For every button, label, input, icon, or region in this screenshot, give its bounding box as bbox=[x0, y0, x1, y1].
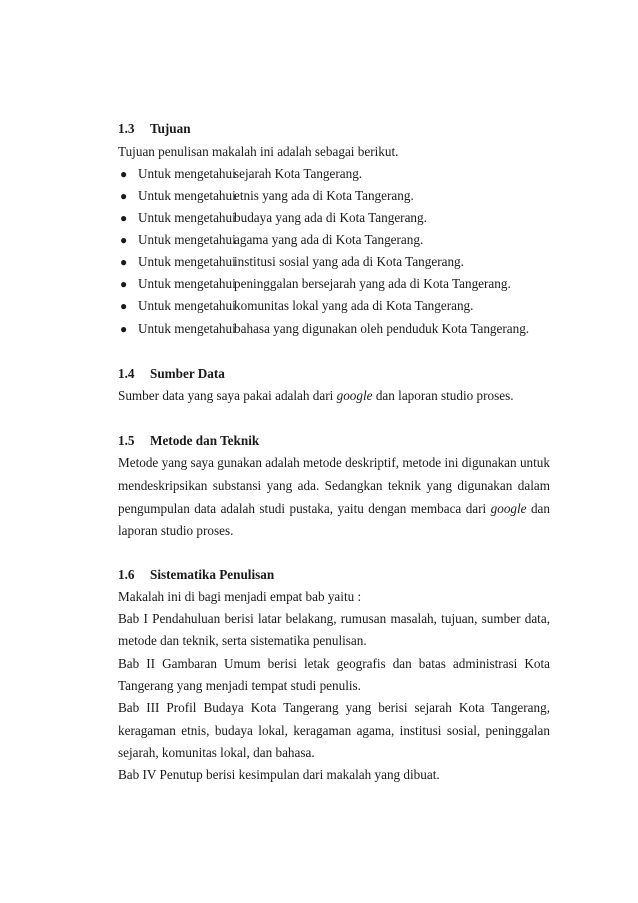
paragraph-line: Makalah ini di bagi menjadi empat bab yaitu : bbox=[118, 589, 362, 604]
paragraph: Tujuan penulisan makalah ini adalah sebagai berikut. bbox=[118, 144, 399, 159]
section-heading-tujuan bbox=[118, 121, 191, 137]
italic-term: google bbox=[490, 501, 527, 516]
section-number: 1.4 bbox=[118, 366, 135, 381]
paragraph-line: Bab IV Penutup berisi kesimpulan dari makalah yang dibuat. bbox=[118, 767, 440, 782]
paragraph-line: Bab II Gambaran Umum berisi letak geografis dan batas administrasi Kota bbox=[118, 656, 550, 671]
paragraph-line: Bab III Profil Budaya Kota Tangerang yang berisi sejarah Kota Tangerang, bbox=[118, 700, 550, 715]
bullet-icon: ● bbox=[120, 167, 128, 181]
section-heading-sistematika bbox=[118, 567, 274, 583]
paragraph-line: laporan studio proses. bbox=[118, 523, 234, 538]
bullet-icon: ● bbox=[120, 255, 128, 269]
paragraph-line: keragaman etnis, budaya lokal, keragaman agama, institusi sosial, peninggalan bbox=[118, 723, 550, 738]
bullet-icon: ● bbox=[120, 233, 128, 247]
section-heading-metode bbox=[118, 433, 259, 449]
bullet-icon: ● bbox=[120, 189, 128, 203]
section-title: Sumber Data bbox=[150, 366, 225, 381]
section-title: Sistematika Penulisan bbox=[150, 567, 275, 582]
section-title: Tujuan bbox=[150, 121, 191, 136]
paragraph-line: Metode yang saya gunakan adalah metode deskriptif, metode ini digunakan untuk bbox=[118, 455, 550, 470]
paragraph-line: mendeskripsikan substansi yang ada. Sedangkan teknik yang digunakan dalam bbox=[118, 478, 550, 493]
paragraph-line: Tangerang yang menjadi tempat studi penulis. bbox=[118, 678, 361, 693]
bullet-icon: ● bbox=[120, 277, 128, 291]
section-heading-sumber-data bbox=[118, 366, 225, 382]
section-title: Metode dan Teknik bbox=[150, 433, 260, 448]
section-number: 1.3 bbox=[118, 121, 135, 136]
bullet-icon: ● bbox=[120, 299, 128, 313]
paragraph-line: metode dan teknik, serta sistematika penulisan. bbox=[118, 633, 367, 648]
section-number: 1.6 bbox=[118, 567, 135, 582]
paragraph-line: Bab I Pendahuluan berisi latar belakang, rumusan masalah, tujuan, sumber data, bbox=[118, 611, 550, 626]
section-number: 1.5 bbox=[118, 433, 135, 448]
paragraph-line: pengumpulan data adalah studi pustaka, yaitu dengan membaca dari google dan bbox=[118, 501, 550, 516]
paragraph: Sumber data yang saya pakai adalah dari google dan laporan studio proses. bbox=[118, 388, 514, 403]
italic-term: google bbox=[336, 388, 373, 403]
bullet-icon: ● bbox=[120, 322, 128, 336]
bullet-icon: ● bbox=[120, 211, 128, 225]
paragraph-line: sejarah, komunitas lokal, dan bahasa. bbox=[118, 745, 315, 760]
